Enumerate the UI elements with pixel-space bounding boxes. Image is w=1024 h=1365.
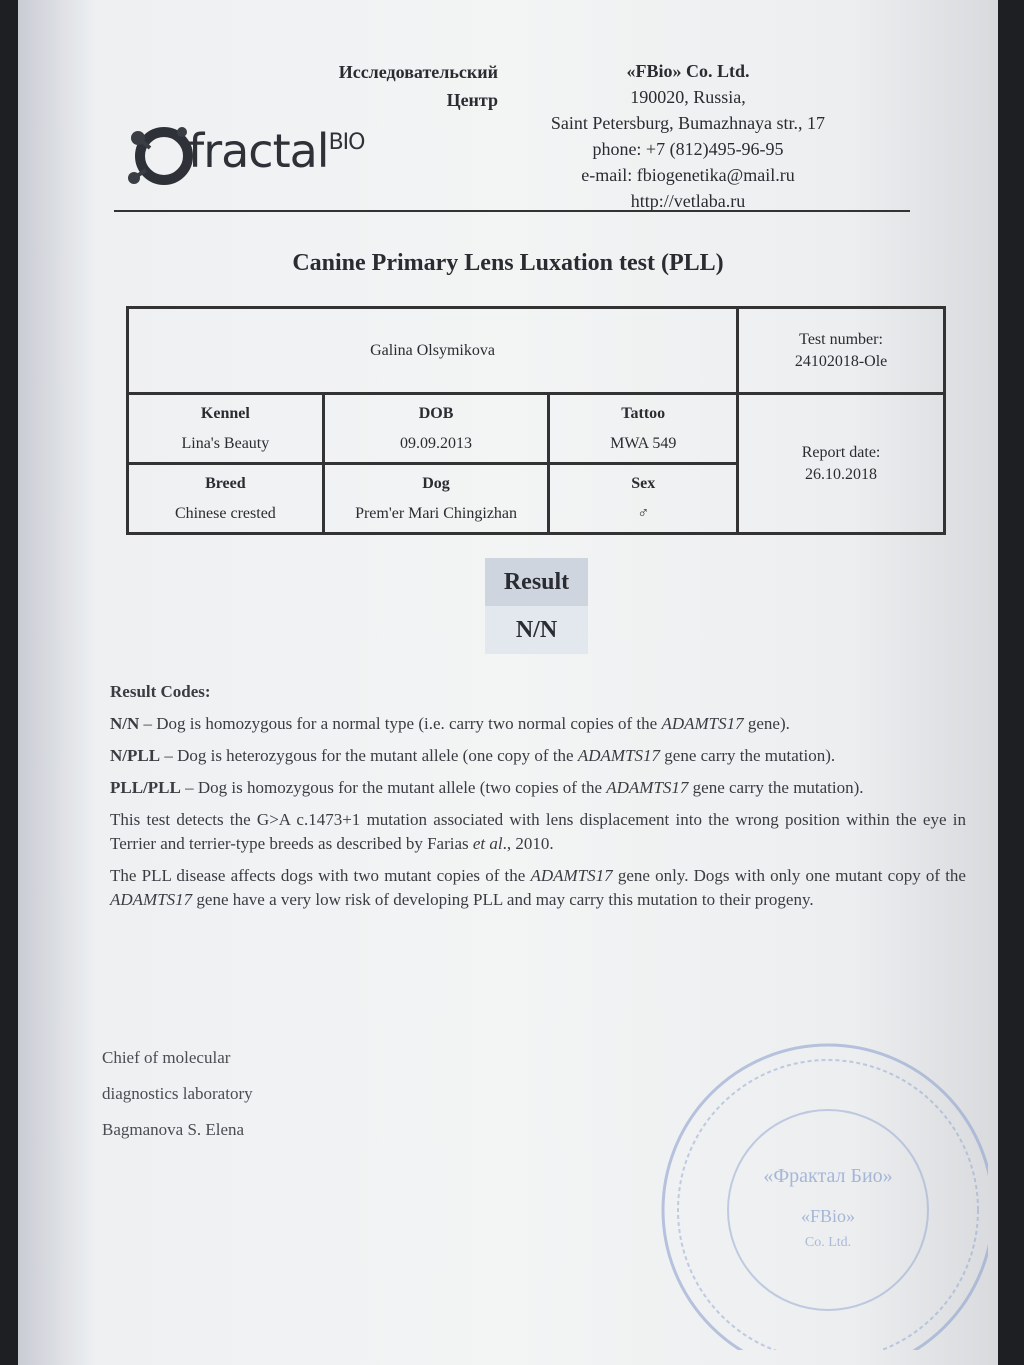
- code-pllpll-text-a: – Dog is homozygous for the mutant allele (two copies of the: [180, 778, 607, 797]
- owner-cell: [128, 308, 738, 394]
- logo-bio-suffix: BIO: [328, 130, 365, 155]
- result-codes-title: Result Codes:: [110, 682, 211, 701]
- report-date-value: 26.10.2018: [805, 465, 878, 483]
- disease-text-b: gene only. Dogs with only one mutant copy of the: [612, 866, 966, 885]
- detect-text-b: ., 2010.: [502, 834, 554, 853]
- letterhead: [18, 0, 998, 220]
- result-value: N/N: [485, 606, 588, 654]
- document-page: [18, 0, 998, 1365]
- disease-paragraph: [110, 864, 966, 912]
- detect-text-a: This test detects the G>A c.1473+1 mutation associated with lens displacement into the wrong position within the eye in Terrier and terrier-type breeds as described by Farias: [110, 810, 966, 853]
- owner-name: Galina Olsymikova: [370, 341, 495, 359]
- gene-name: ADAMTS17: [661, 714, 744, 733]
- gene-name: ADAMTS17: [530, 866, 613, 885]
- gene-name: ADAMTS17: [577, 746, 661, 765]
- gene-name: ADAMTS17: [606, 778, 689, 797]
- code-nn-label: N/N: [110, 714, 140, 733]
- code-nn: [110, 712, 966, 736]
- kennel-label: Kennel: [200, 404, 250, 422]
- code-npll-text-b: gene carry the mutation).: [660, 746, 836, 765]
- signatory-name: Bagmanova S. Elena: [102, 1120, 245, 1139]
- report-date-cell: [738, 394, 945, 534]
- dob-label: DOB: [418, 404, 454, 422]
- dob-value: 09.09.2013: [400, 434, 473, 452]
- dob-cell: [323, 394, 549, 464]
- disease-text-a: The PLL disease affects dogs with two mutant copies of the: [110, 866, 531, 885]
- test-info-table: [126, 306, 946, 535]
- result-box: [485, 558, 588, 654]
- website-line: http://vetlaba.ru: [630, 191, 746, 211]
- breed-value: Chinese crested: [174, 504, 276, 522]
- logo-wordmark: [188, 124, 365, 178]
- report-date-label: Report date:: [801, 443, 881, 461]
- stamp-center-bottom: «FBio»: [800, 1206, 856, 1226]
- research-center-label: [258, 58, 498, 114]
- email-line: e-mail: fbiogenetika@mail.ru: [581, 165, 795, 185]
- signature-title-2: diagnostics laboratory: [102, 1084, 253, 1103]
- test-number-cell: [738, 308, 945, 394]
- code-pllpll: [110, 776, 966, 800]
- center-line-1: Исследовательский: [338, 62, 498, 82]
- logo-mark-icon: [124, 118, 194, 198]
- sex-label: Sex: [631, 474, 656, 492]
- result-label: Result: [485, 558, 588, 606]
- breed-label: Breed: [205, 474, 246, 492]
- male-icon: ♂: [637, 504, 650, 522]
- kennel-cell: [128, 394, 324, 464]
- tattoo-value: MWA 549: [610, 434, 677, 452]
- test-number-label: Test number:: [799, 330, 883, 348]
- code-nn-text-b: gene).: [743, 714, 790, 733]
- breed-cell: [128, 464, 324, 534]
- fractal-bio-logo: [124, 118, 404, 198]
- stamp-seal-icon: [628, 1030, 988, 1350]
- document-title: Canine Primary Lens Luxation test (PLL): [292, 250, 724, 276]
- company-stamp: [628, 1030, 988, 1350]
- header-divider: [114, 210, 910, 212]
- sex-cell: [549, 464, 738, 534]
- result-codes: [110, 680, 966, 920]
- gene-name: ADAMTS17: [110, 890, 193, 909]
- code-pllpll-text-b: gene carry the mutation).: [688, 778, 864, 797]
- et-al: et al: [472, 834, 503, 853]
- test-number-value: 24102018-Ole: [794, 352, 888, 370]
- postal-line: 190020, Russia,: [630, 87, 746, 107]
- phone-line: phone: +7 (812)495-96-95: [592, 139, 784, 159]
- company-name: «FBio» Co. Ltd.: [626, 61, 750, 81]
- disease-text-c: gene have a very low risk of developing PLL and may carry this mutation to their progeny.: [192, 890, 814, 909]
- kennel-value: Lina's Beauty: [181, 434, 270, 452]
- dog-label: Dog: [422, 474, 450, 492]
- code-npll-text-a: – Dog is heterozygous for the mutant allele (one copy of the: [160, 746, 578, 765]
- dog-cell: [323, 464, 549, 534]
- tattoo-label: Tattoo: [621, 404, 666, 422]
- tattoo-cell: [549, 394, 738, 464]
- stamp-center-small: Co. Ltd.: [804, 1235, 852, 1250]
- street-line: Saint Petersburg, Bumazhnaya str., 17: [550, 113, 826, 133]
- stamp-center-top: «Фрактал Био»: [763, 1165, 893, 1187]
- code-nn-text-a: – Dog is homozygous for a normal type (i.e. carry two normal copies of the: [139, 714, 662, 733]
- company-address: [488, 58, 888, 214]
- signature-block: [102, 1040, 253, 1148]
- code-npll: [110, 744, 966, 768]
- code-pllpll-label: PLL/PLL: [110, 778, 181, 797]
- center-line-2: Центр: [446, 90, 498, 110]
- test-detection-paragraph: [110, 808, 966, 856]
- signature-title-1: Chief of molecular: [102, 1048, 231, 1067]
- code-npll-label: N/PLL: [110, 746, 161, 765]
- logo-word: fractal: [188, 124, 329, 178]
- dog-value: Prem'er Mari Chingizhan: [355, 504, 518, 522]
